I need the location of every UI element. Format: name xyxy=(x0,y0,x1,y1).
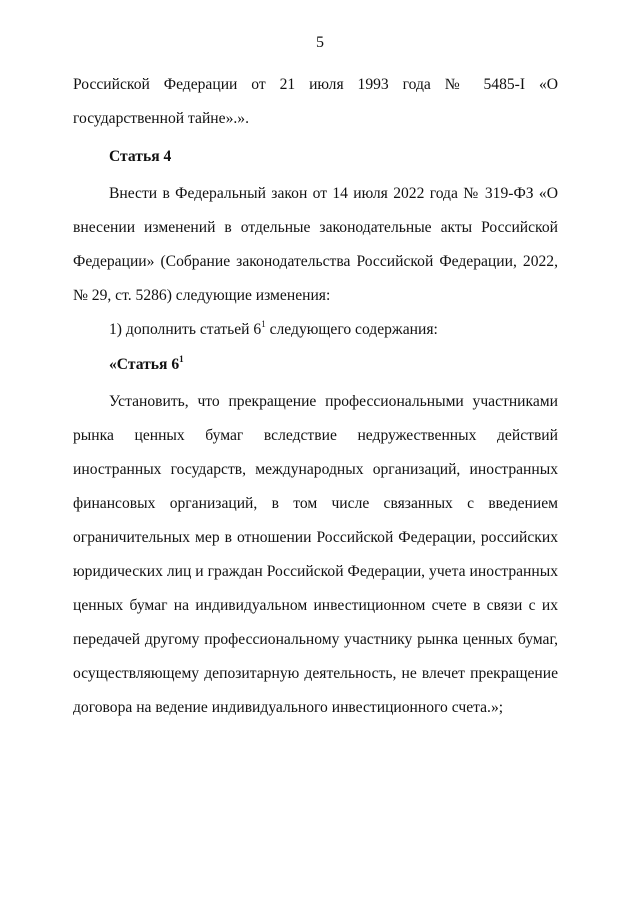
paragraph-amendment-intro: Внести в Федеральный закон от 14 июля 2022 года № 319-ФЗ «О внесении изменений в отдельные законодательные акты Российской Федерации» (Собрание законодательства Российской Федерации, 2022, № 29, ст. 5286) следующие изменения: xyxy=(73,185,558,304)
list-item-1-suffix: следующего содержания: xyxy=(265,321,438,338)
article-6-1-heading xyxy=(73,348,558,382)
article-6-1-heading-text: «Статья 6 xyxy=(109,356,180,373)
paragraph-continued: Российской Федерации от 21 июля 1993 года № 5485-I «О государственной тайне».». xyxy=(73,76,558,127)
document-body xyxy=(73,68,558,725)
list-item-1-superscript: 1 xyxy=(261,319,266,329)
paragraph-article-6-1-body: Установить, что прекращение профессиональными участниками рынка ценных бумаг вследствие недружественных действий иностранных государств, международных организаций, иностранных финансовых организаций, в том числе связанных с введением ограничительных мер в отношении Российской Федерации, российских юридических лиц и граждан Российской Федерации, учета иностранных ценных бумаг на индивидуальном инвестиционном счете в связи с их передачей другому профессиональному участнику рынка ценных бумаг, осуществляющему депозитарную деятельность, не влечет прекращение договора на ведение индивидуального инвестиционного счета.»; xyxy=(73,393,558,716)
article-6-1-heading-superscript: 1 xyxy=(179,354,184,364)
article-4-heading: Статья 4 xyxy=(109,148,172,165)
list-item-1-prefix: 1) дополнить статьей 6 xyxy=(109,321,262,338)
page-number: 5 xyxy=(316,34,324,51)
list-item-1 xyxy=(73,313,558,347)
